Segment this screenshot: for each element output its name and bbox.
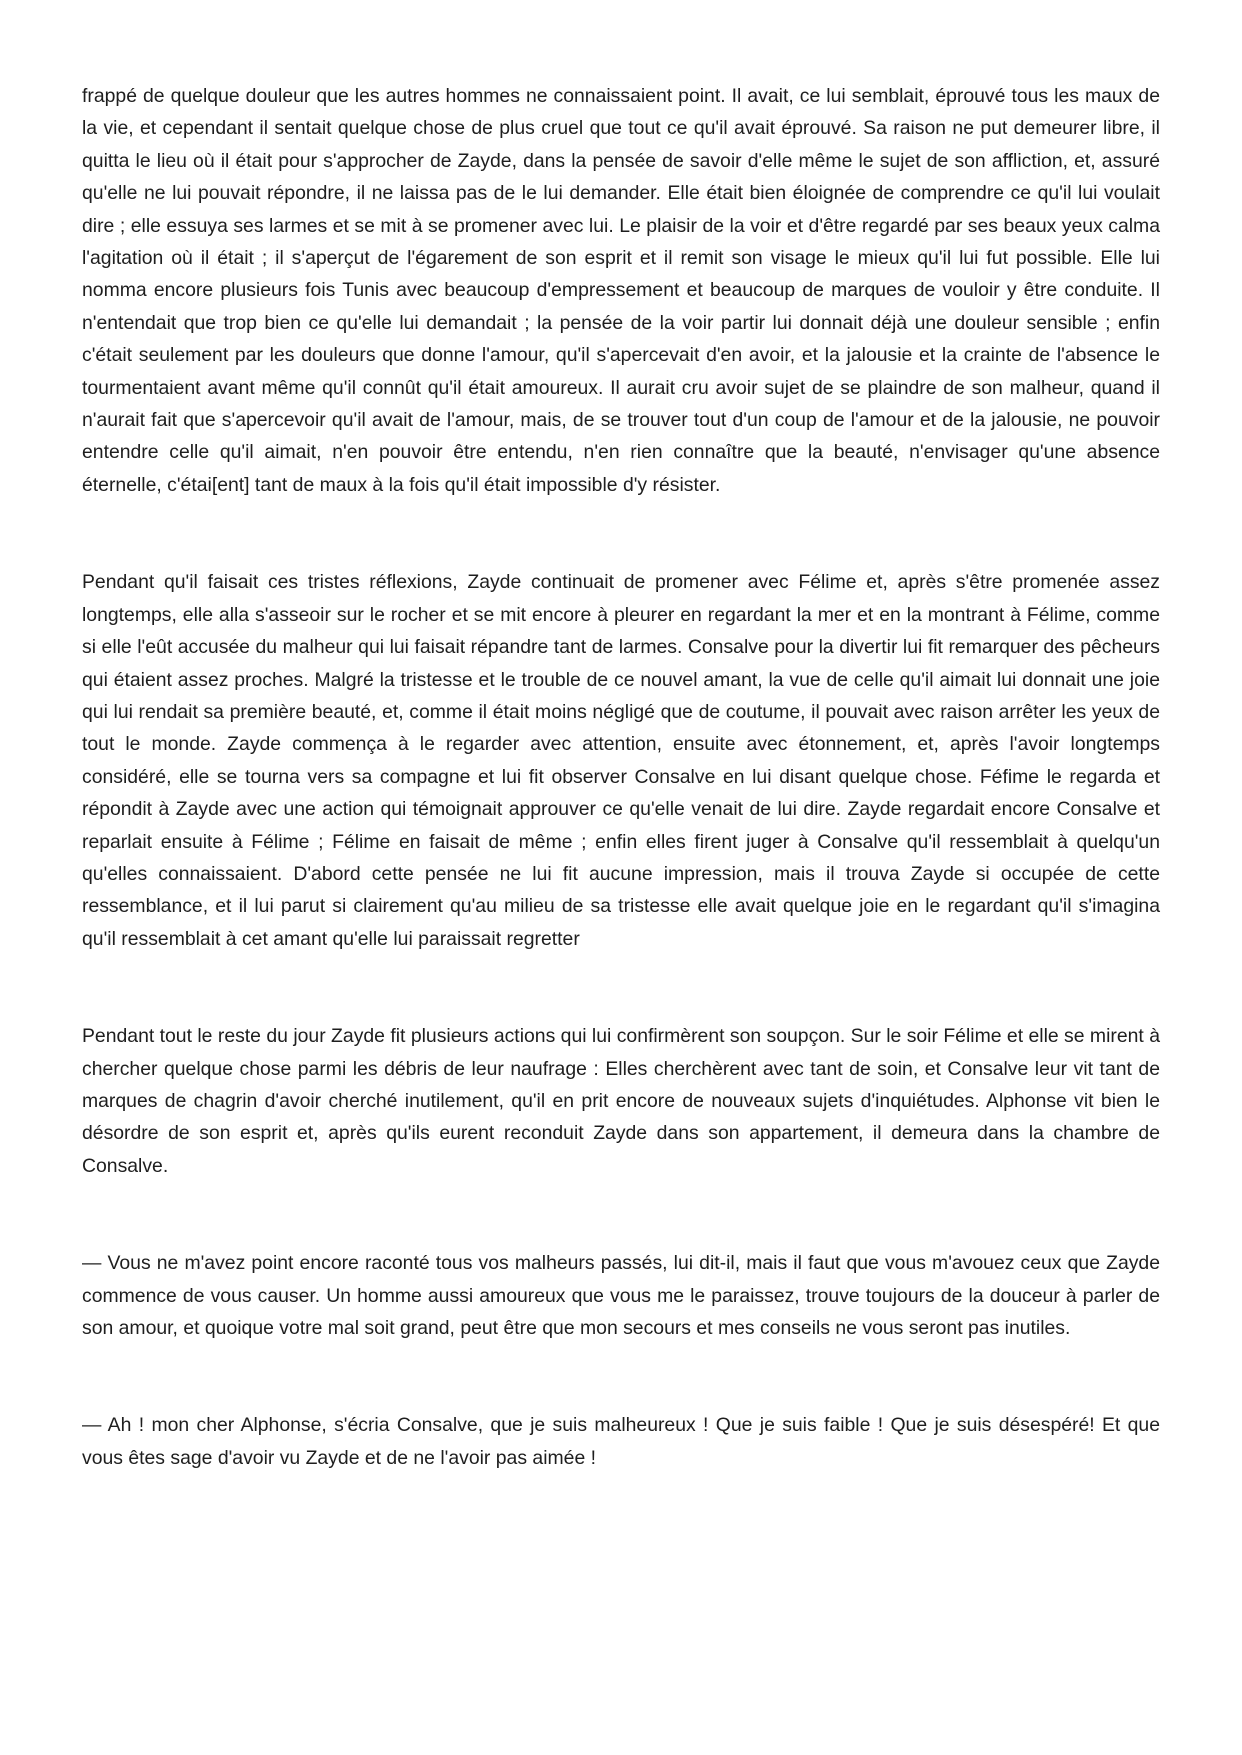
paragraph-2: Pendant qu'il faisait ces tristes réflexions, Zayde continuait de promener avec Félime et, après s'être promenée assez longtemps, elle alla s'asseoir sur le rocher et se mit encore à pleurer en regardant la mer et en la montrant à Félime, comme si elle l'eût accusée du malheur qui lui faisait répandre tant de larmes. Consalve pour la divertir lui fit remarquer des pêcheurs qui étaient assez proches. Malgré la tristesse et le trouble de ce nouvel amant, la vue de celle qu'il aimait lui donnait une joie qui lui rendait sa première beauté, et, comme il était moins négligé que de coutume, il pouvait avec raison arrêter les yeux de tout le monde. Zayde commença à le regarder avec attention, ensuite avec étonnement, et, après l'avoir longtemps considéré, elle se tourna vers sa compagne et lui fit observer Consalve en lui disant quelque chose. Féfime le regarda et répondit à Zayde avec une action qui témoignait approuver ce qu'elle venait de lui dire. Zayde regardait encore Consalve et reparlait ensuite à Félime ; Félime en faisait de même ; enfin elles firent juger à Consalve qu'il ressemblait à quelqu'un qu'elles connaissaient. D'abord cette pensée ne lui fit aucune impression, mais il trouva Zayde si occupée de cette ressemblance, et il lui parut si clairement qu'au milieu de sa tristesse elle avait quelque joie en le regardant qu'il s'imagina qu'il ressemblait à cet amant qu'elle lui paraissait regretter <box>82 571 1160 950</box>
paragraph-4: — Vous ne m'avez point encore raconté tous vos malheurs passés, lui dit-il, mais il faut que vous m'avouez ceux que Zayde commence de vous causer. Un homme aussi amoureux que vous me le paraissez, trouve toujours de la douceur à parler de son amour, et quoique votre mal soit grand, peut être que mon secours et mes conseils ne vous seront pas inutiles. <box>82 1252 1160 1339</box>
paragraph-1: frappé de quelque douleur que les autres hommes ne connaissaient point. Il avait, ce lui semblait, éprouvé tous les maux de la vie, et cependant il sentait quelque chose de plus cruel que tout ce qu'il avait éprouvé. Sa raison ne put demeurer libre, il quitta le lieu où il était pour s'approcher de Zayde, dans la pensée de savoir d'elle même le sujet de son affliction, et, assuré qu'elle ne lui pouvait répondre, il ne laissa pas de le lui demander. Elle était bien éloignée de comprendre ce qu'il lui voulait dire ; elle essuya ses larmes et se mit à se promener avec lui. Le plaisir de la voir et d'être regardé par ses beaux yeux calma l'agitation où il était ; il s'aperçut de l'égarement de son esprit et il remit son visage le mieux qu'il lui fut possible. Elle lui nomma encore plusieurs fois Tunis avec beaucoup d'empressement et beaucoup de marques de vouloir y être conduite. Il n'entendait que trop bien ce qu'elle lui demandait ; la pensée de la voir partir lui donnait déjà une douleur sensible ; enfin c'était seulement par les douleurs que donne l'amour, qu'il s'apercevait d'en avoir, et la jalousie et la crainte de l'absence le tourmentaient avant même qu'il connût qu'il était amoureux. Il aurait cru avoir sujet de se plaindre de son malheur, quand il n'aurait fait que s'apercevoir qu'il avait de l'amour, mais, de se trouver tout d'un coup de l'amour et de la jalousie, ne pouvoir entendre celle qu'il aimait, n'en pouvoir être entendu, n'en rien connaître que la beauté, n'envisager qu'une absence éternelle, c'étai[ent] tant de maux à la fois qu'il était impossible d'y résister. <box>82 85 1160 496</box>
document-page <box>82 80 1160 1474</box>
paragraph-3: Pendant tout le reste du jour Zayde fit plusieurs actions qui lui confirmèrent son soupçon. Sur le soir Félime et elle se mirent à chercher quelque chose parmi les débris de leur naufrage : Elles cherchèrent avec tant de soin, et Consalve leur vit tant de marques de chagrin d'avoir cherché inutilement, qu'il en prit encore de nouveaux sujets d'inquiétudes. Alphonse vit bien le désordre de son esprit et, après qu'ils eurent reconduit Zayde dans son appartement, il demeura dans la chambre de Consalve. <box>82 1025 1160 1177</box>
paragraph-5: — Ah ! mon cher Alphonse, s'écria Consalve, que je suis malheureux ! Que je suis faible ! Que je suis désespéré! Et que vous êtes sage d'avoir vu Zayde et de ne l'avoir pas aimée ! <box>82 1414 1160 1469</box>
